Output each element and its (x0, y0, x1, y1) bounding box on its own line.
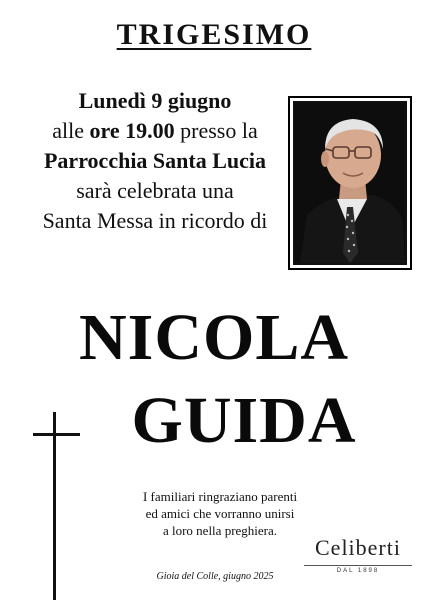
logo-divider (304, 565, 412, 566)
thanks-message (120, 488, 320, 539)
ceremony-time-line (30, 116, 280, 146)
page-title: TRIGESIMO (116, 18, 312, 51)
logo-since: DAL 1898 (336, 568, 380, 574)
church-name: Parrocchia Santa Lucia (43, 148, 267, 173)
time-prefix: alle (52, 118, 90, 143)
announcement-text (30, 86, 280, 236)
thanks-line-1: I familiari ringraziano parenti (142, 489, 298, 504)
thanks-line-2: ed amici che vorranno unirsi (145, 506, 295, 521)
place-date: Gioia del Colle, giugno 2025 (156, 571, 274, 582)
portrait-photo (288, 96, 412, 270)
thanks-line-3: a loro nella preghiera. (162, 523, 278, 538)
portrait-illustration (295, 103, 405, 263)
announcement-line-5: Santa Messa in ricordo di (42, 208, 268, 233)
deceased-last-name: GUIDA (131, 384, 357, 457)
logo-name: Celiberti (315, 535, 401, 560)
announcement-line-4: sarà celebrata una (76, 178, 234, 203)
ceremony-date: Lunedì 9 giugno (78, 88, 232, 113)
cross-horizontal-bar (33, 433, 80, 436)
cross-vertical-bar (53, 412, 56, 600)
deceased-first-name: NICOLA (78, 301, 350, 374)
funeral-home-logo (298, 535, 418, 574)
ceremony-time: ore 19.00 (89, 118, 175, 143)
time-suffix: presso la (174, 118, 258, 143)
